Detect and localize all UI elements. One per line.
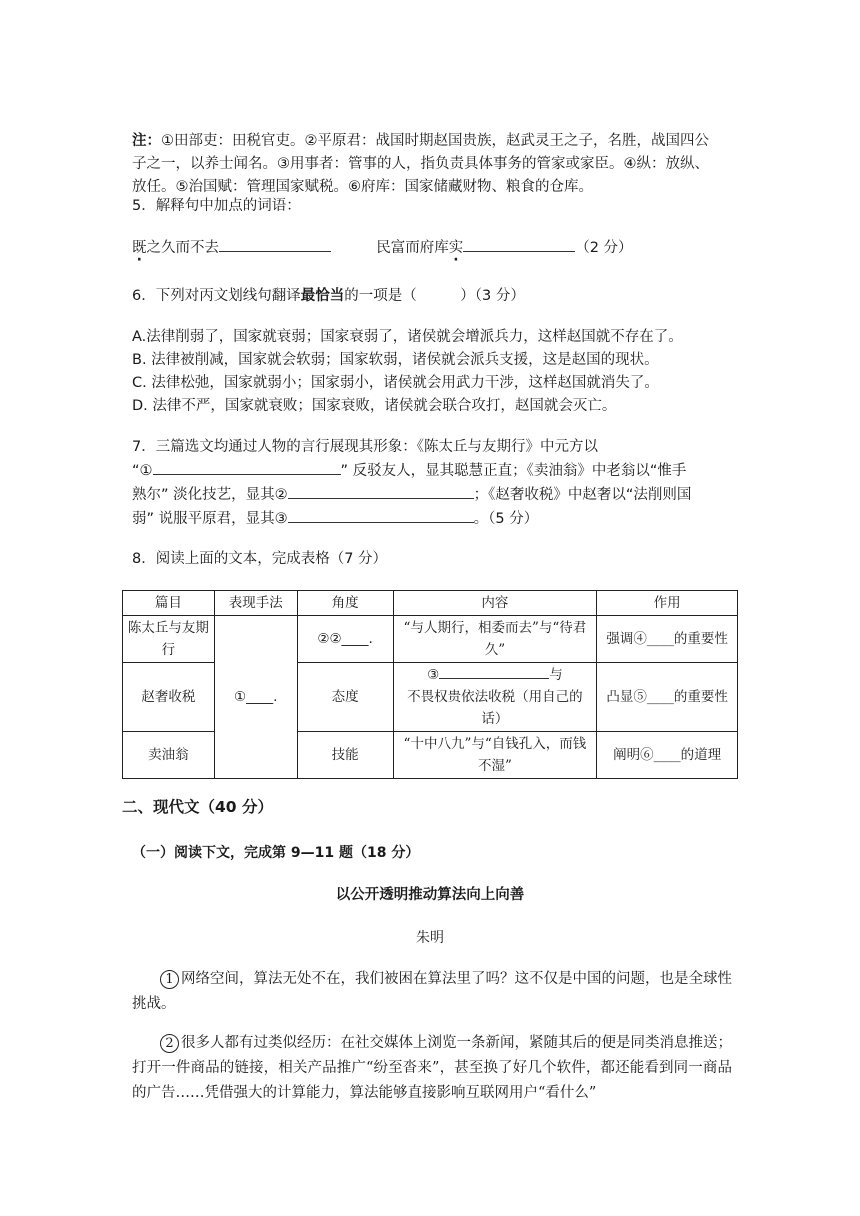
content-marker: ③ — [427, 667, 440, 683]
table-cell-title: 赵奢收税 — [123, 663, 215, 732]
note-label: 注： — [132, 133, 161, 149]
table-cell-content: “十中八九”与“自钱孔入，而钱不湿” — [393, 732, 597, 779]
q6-prompt-bold: 最恰当 — [300, 288, 345, 304]
question-5-items — [132, 236, 742, 260]
q7-l2b: ” 反驳友人，显其聪慧正直；《卖油翁》中老翁以“惟手 — [340, 463, 687, 479]
content-line-2: 不畏权贵依法收税（用自己的话） — [407, 689, 583, 727]
q7-l2a: “① — [132, 463, 153, 479]
q7-line-3 — [132, 483, 742, 507]
q7-line-4 — [132, 507, 742, 531]
note-line-2: 子之一，以养士闻名。③用事者：管事的人，指负责具体事务的管家或家臣。④纵：放纵、 — [132, 156, 709, 172]
option-c[interactable]: C. 法律松弛，国家就弱小；国家弱小，诸侯就会用武力干涉，这样赵国就消失了。 — [132, 375, 659, 391]
table-cell-effect[interactable]: 阐明⑥____的道理 — [597, 732, 738, 779]
note-text-1: ①田部吏：田税官吏。②平原君：战国时期赵国贵族，赵武灵王之子，名胜，战国四公 — [161, 133, 709, 149]
q7-line-2 — [132, 459, 742, 483]
paragraph-number-2: 2 — [160, 1034, 179, 1053]
q7-l3a: 熟尔” 淡化技艺，显其② — [132, 487, 288, 503]
q5-answer-blank-1[interactable] — [219, 236, 331, 252]
table-header: 作用 — [597, 591, 738, 616]
table-cell-content[interactable] — [393, 663, 597, 732]
option-b[interactable]: B. 法律被削减，国家就会软弱；国家软弱，诸侯就会派兵支援，这是赵国的现状。 — [132, 352, 659, 368]
paragraph-number-1: 1 — [160, 970, 179, 989]
q5-answer-blank-2[interactable] — [463, 236, 575, 252]
option-d[interactable]: D. 法律不严，国家就衰败；国家衰败，诸侯就会联合攻打，赵国就会灭亡。 — [132, 398, 617, 414]
section-heading: 二、现代文（40 分） — [122, 798, 273, 816]
paragraph-2 — [132, 1031, 732, 1106]
option-a[interactable]: A.法律削弱了，国家就衰弱；国家衰弱了，诸侯就会增派兵力，这样赵国就不存在了。 — [132, 329, 683, 345]
content-blank[interactable] — [439, 664, 549, 679]
paragraph-1-text: 网络空间，算法无处不在，我们被困在算法里了吗？这不仅是中国的问题，也是全球性挑战。 — [132, 971, 732, 1012]
article-title: 以公开透明推动算法向上向善 — [335, 887, 525, 903]
table-header-row — [123, 591, 738, 616]
table-cell-content: “与人期行，相委而去”与“待君久” — [393, 616, 597, 663]
table-cell-angle: 技能 — [297, 732, 393, 779]
annotation-note — [132, 130, 742, 199]
q7-answer-blank-1[interactable] — [153, 459, 341, 475]
table-header: 内容 — [393, 591, 597, 616]
table-cell-effect[interactable]: 凸显⑤____的重要性 — [597, 663, 738, 732]
paragraph-2-text: 很多人都有过类似经历：在社交媒体上浏览一条新闻，紧随其后的便是同类消息推送；打开一件商品的链接，相关产品推广“纷至沓来”，甚至换了好几个软件，都还能看到同一商品的广告……凭借强大的计算能力，算法能够直接影响互联网用户“看什么” — [132, 1035, 732, 1101]
q6-prompt-pre: 6．下列对丙文划线句翻译 — [132, 288, 301, 304]
question-6-options — [132, 326, 742, 418]
q5-item2-text: 民富而府库 — [376, 240, 449, 256]
answer-table — [122, 590, 738, 779]
dotted-word-1: 既 — [132, 240, 147, 256]
table-cell-title: 卖油翁 — [123, 732, 215, 779]
question-8-prompt: 8．阅读上面的文本，完成表格（7 分） — [132, 551, 388, 567]
q6-prompt-post: 的一项是（ ）（3 分） — [344, 288, 525, 304]
q7-answer-blank-3[interactable] — [288, 507, 474, 523]
table-header: 表现手法 — [214, 591, 297, 616]
table-header: 篇目 — [123, 591, 215, 616]
q5-item1-text: 之久而不去 — [146, 240, 219, 256]
content-line-1 — [398, 664, 593, 686]
question-6-prompt — [132, 285, 742, 308]
q5-score: （2 分） — [575, 240, 633, 256]
q7-l3b: ；《赵奢收税》中赵奢以“法削则国 — [473, 487, 692, 503]
table-cell-effect[interactable]: 强调④____的重要性 — [597, 616, 738, 663]
table-row — [123, 616, 738, 663]
note-line-1 — [132, 130, 742, 153]
q7-answer-blank-2[interactable] — [288, 483, 474, 499]
question-7 — [132, 436, 742, 531]
q7-l4b: 。（5 分） — [473, 511, 539, 527]
note-line-3: 放任。⑤治国赋：管理国家赋税。⑥府库：国家储藏财物、粮食的仓库。 — [132, 179, 593, 195]
content-joiner: 与 — [549, 667, 563, 683]
paragraph-1 — [132, 967, 732, 1017]
q7-line-1: 7．三篇选文均通过人物的言行展现其形象：《陈太丘与友期行》中元方以 — [132, 439, 598, 455]
dotted-word-2: 实 — [448, 240, 464, 256]
question-5-prompt: 5．解释句中加点的词语： — [132, 198, 301, 214]
table-cell-method[interactable]: ①____. — [214, 616, 297, 779]
table-header: 角度 — [297, 591, 393, 616]
article-author: 朱明 — [416, 930, 444, 946]
q7-l4a: 弱” 说服平原君，显其③ — [132, 511, 288, 527]
subsection-heading: （一）阅读下文，完成第 9—11 题（18 分） — [132, 845, 420, 861]
table-cell-angle[interactable]: ②②____. — [297, 616, 393, 663]
table-cell-title: 陈太丘与友期行 — [123, 616, 215, 663]
table-cell-angle: 态度 — [297, 663, 393, 732]
